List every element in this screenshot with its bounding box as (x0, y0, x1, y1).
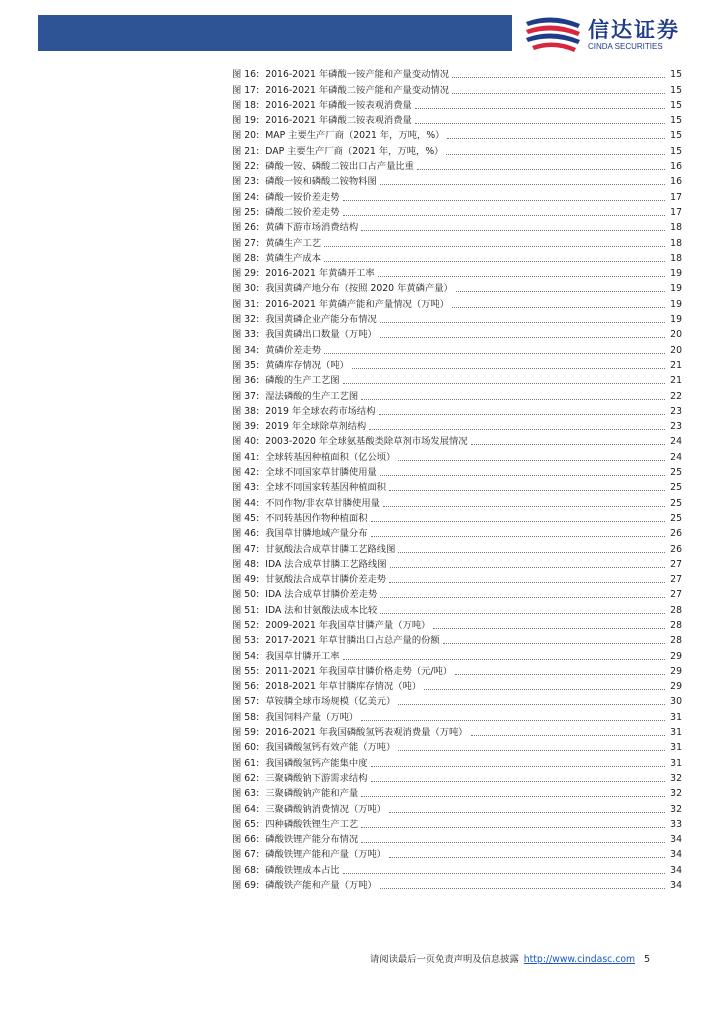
toc-entry[interactable] (232, 525, 682, 540)
toc-entry-title: 不同作物/非农草甘膦使用量 (265, 497, 380, 509)
toc-entry-number: 图 52: (232, 619, 260, 631)
toc-entry-number: 图 18: (232, 99, 260, 111)
toc-entry[interactable] (232, 739, 682, 754)
toc-entry-number: 图 30: (232, 283, 260, 295)
toc-dot-leader (433, 628, 665, 629)
toc-entry-title: 2016-2021 年磷酸二铵表观消费量 (265, 115, 412, 127)
toc-dot-leader (371, 521, 666, 522)
toc-dot-leader (383, 506, 665, 507)
toc-entry-page: 18 (670, 222, 682, 234)
toc-entry-page: 19 (670, 268, 682, 280)
toc-entry-number: 图 27: (232, 237, 260, 249)
toc-dot-leader (361, 720, 665, 721)
toc-entry-page: 28 (670, 635, 682, 647)
toc-dot-leader (379, 414, 665, 415)
toc-dot-leader (389, 490, 665, 491)
toc-entry[interactable] (232, 142, 682, 157)
toc-entry-page: 25 (670, 512, 682, 524)
toc-dot-leader (447, 138, 665, 139)
toc-entry[interactable] (232, 127, 682, 142)
toc-entry-number: 图 62: (232, 772, 260, 784)
toc-entry-number: 图 19: (232, 115, 260, 127)
toc-entry[interactable] (232, 280, 682, 295)
toc-entry[interactable] (232, 173, 682, 188)
toc-entry[interactable] (232, 204, 682, 219)
toc-entry[interactable] (232, 188, 682, 203)
toc-dot-leader (380, 337, 665, 338)
toc-entry-page: 25 (670, 482, 682, 494)
toc-dot-leader (456, 291, 665, 292)
toc-entry-page: 19 (670, 298, 682, 310)
toc-entry-page: 20 (670, 344, 682, 356)
toc-dot-leader (452, 93, 665, 94)
toc-entry-title: 磷酸的生产工艺图 (265, 375, 340, 387)
toc-dot-leader (371, 781, 666, 782)
toc-entry[interactable] (232, 81, 682, 96)
toc-entry-number: 图 65: (232, 818, 260, 830)
toc-dot-leader (324, 353, 665, 354)
toc-entry-page: 16 (670, 176, 682, 188)
toc-entry-number: 图 46: (232, 528, 260, 540)
toc-dot-leader (446, 154, 665, 155)
toc-entry-page: 28 (670, 604, 682, 616)
toc-entry-page: 19 (670, 283, 682, 295)
toc-entry-page: 17 (670, 206, 682, 218)
toc-entry[interactable] (232, 724, 682, 739)
toc-entry[interactable] (232, 816, 682, 831)
toc-entry[interactable] (232, 448, 682, 463)
toc-dot-leader (424, 689, 665, 690)
toc-dot-leader (352, 368, 665, 369)
toc-entry-page: 15 (670, 84, 682, 96)
toc-entry-number: 图 59: (232, 727, 260, 739)
toc-entry-number: 图 64: (232, 803, 260, 815)
toc-entry-page: 27 (670, 558, 682, 570)
toc-entry-number: 图 61: (232, 757, 260, 769)
toc-dot-leader (324, 246, 665, 247)
toc-dot-leader (455, 674, 665, 675)
toc-entry-number: 图 53: (232, 635, 260, 647)
toc-entry-page: 23 (670, 421, 682, 433)
toc-entry-number: 图 68: (232, 864, 260, 876)
toc-entry[interactable] (232, 234, 682, 249)
toc-entry[interactable] (232, 494, 682, 509)
toc-entry-title: 黄磷生产成本 (265, 252, 322, 264)
toc-entry[interactable] (232, 341, 682, 356)
toc-entry-page: 16 (670, 161, 682, 173)
logo-name-cn: 信达证券 (588, 18, 680, 42)
toc-entry-page: 21 (670, 359, 682, 371)
page-number: 5 (644, 954, 650, 965)
toc-entry-title: 2016-2021 年磷酸二铵产能和产量变动情况 (265, 84, 450, 96)
toc-entry[interactable] (232, 97, 682, 112)
toc-dot-leader (361, 842, 665, 843)
toc-entry-number: 图 35: (232, 359, 260, 371)
toc-entry-title: 湿法磷酸的生产工艺图 (265, 390, 359, 402)
toc-entry-number: 图 23: (232, 176, 260, 188)
toc-dot-leader (452, 307, 665, 308)
toc-entry-title: 2011-2021 年我国草甘膦价格走势（元/吨） (265, 665, 453, 677)
toc-entry-number: 图 56: (232, 681, 260, 693)
toc-entry-number: 图 41: (232, 451, 260, 463)
toc-entry-page: 15 (670, 69, 682, 81)
toc-entry[interactable] (232, 112, 682, 127)
toc-entry[interactable] (232, 403, 682, 418)
toc-dot-leader (398, 750, 665, 751)
toc-entry-page: 28 (670, 619, 682, 631)
toc-entry-title: MAP 主要生产厂商（2021 年，万吨，%） (265, 130, 445, 142)
toc-entry-number: 图 29: (232, 268, 260, 280)
toc-dot-leader (389, 857, 665, 858)
toc-entry[interactable] (232, 219, 682, 234)
toc-entry-page: 15 (670, 145, 682, 157)
toc-entry-number: 图 32: (232, 314, 260, 326)
toc-entry-number: 图 21: (232, 145, 260, 157)
toc-entry-title: 2019 年全球除草剂结构 (265, 421, 367, 433)
toc-entry-title: 2016-2021 年黄磷开工率 (265, 268, 375, 280)
toc-entry[interactable] (232, 510, 682, 525)
toc-entry-page: 26 (670, 543, 682, 555)
toc-entry-page: 20 (670, 329, 682, 341)
toc-entry-number: 图 57: (232, 696, 260, 708)
toc-dot-leader (361, 796, 665, 797)
toc-entry-number: 图 40: (232, 436, 260, 448)
toc-entry-page: 27 (670, 589, 682, 601)
toc-entry-page: 15 (670, 115, 682, 127)
toc-entry[interactable] (232, 479, 682, 494)
toc-entry-title: 磷酸二铵价差走势 (265, 206, 340, 218)
toc-entry-page: 21 (670, 375, 682, 387)
toc-entry-page: 29 (670, 665, 682, 677)
toc-entry-page: 30 (670, 696, 682, 708)
toc-entry[interactable] (232, 754, 682, 769)
toc-entry-page: 15 (670, 130, 682, 142)
company-logo (522, 12, 702, 56)
footer-disclaimer: 请阅读最后一页免责声明及信息披露 (370, 954, 519, 965)
toc-entry[interactable] (232, 708, 682, 723)
toc-entry-page: 31 (670, 711, 682, 723)
toc-entry-title: 我国黄磷企业产能分布情况 (265, 314, 377, 326)
toc-entry-title: 2009-2021 年我国草甘膦产量（万吨） (265, 619, 431, 631)
toc-entry-title: 我国饲料产量（万吨） (265, 711, 359, 723)
toc-entry-page: 32 (670, 803, 682, 815)
toc-entry-number: 图 67: (232, 849, 260, 861)
toc-entry-number: 图 22: (232, 161, 260, 173)
toc-entry-title: 2018-2021 年草甘膦库存情况（吨） (265, 681, 422, 693)
toc-entry-number: 图 55: (232, 665, 260, 677)
toc-entry-number: 图 66: (232, 834, 260, 846)
toc-entry-title: 2016-2021 年我国磷酸氢钙表观消费量（万吨） (265, 727, 468, 739)
toc-entry[interactable] (232, 158, 682, 173)
toc-entry-number: 图 33: (232, 329, 260, 341)
toc-entry-page: 32 (670, 772, 682, 784)
toc-entry-page: 23 (670, 405, 682, 417)
toc-dot-leader (343, 200, 665, 201)
page-footer (370, 951, 650, 965)
toc-entry[interactable] (232, 571, 682, 586)
toc-entry-title: 三聚磷酸钠下游需求结构 (265, 772, 368, 784)
toc-entry-title: 黄磷下游市场消费结构 (265, 222, 359, 234)
toc-entry-number: 图 25: (232, 206, 260, 218)
toc-entry-title: IDA 法合成草甘膦价差走势 (265, 589, 378, 601)
toc-entry-title: 我国草甘膦开工率 (265, 650, 340, 662)
toc-entry[interactable] (232, 250, 682, 265)
toc-entry-number: 图 63: (232, 788, 260, 800)
toc-entry-page: 17 (670, 191, 682, 203)
toc-entry-page: 34 (670, 864, 682, 876)
toc-entry-page: 34 (670, 880, 682, 892)
toc-entry-page: 18 (670, 252, 682, 264)
toc-entry-title: IDA 法合成草甘膦工艺路线图 (265, 558, 387, 570)
toc-entry-page: 19 (670, 314, 682, 326)
toc-entry-page: 34 (670, 834, 682, 846)
toc-entry-title: 磷酸一铵和磷酸二铵物料图 (265, 176, 377, 188)
toc-entry-title: 黄磷生产工艺 (265, 237, 322, 249)
toc-entry-title: 磷酸铁锂产能分布情况 (265, 834, 359, 846)
toc-entry[interactable] (232, 678, 682, 693)
toc-entry-number: 图 24: (232, 191, 260, 203)
toc-dot-leader (343, 873, 665, 874)
figure-index-list (232, 66, 682, 892)
toc-entry-page: 15 (670, 99, 682, 111)
toc-dot-leader (389, 582, 665, 583)
toc-entry[interactable] (232, 586, 682, 601)
toc-dot-leader (371, 766, 666, 767)
toc-dot-leader (343, 659, 665, 660)
toc-entry-number: 图 49: (232, 574, 260, 586)
toc-dot-leader (380, 597, 665, 598)
toc-dot-leader (343, 215, 665, 216)
toc-entry[interactable] (232, 800, 682, 815)
toc-entry-page: 29 (670, 681, 682, 693)
toc-dot-leader (361, 827, 665, 828)
toc-dot-leader (380, 888, 665, 889)
toc-entry-number: 图 44: (232, 497, 260, 509)
toc-entry-number: 图 58: (232, 711, 260, 723)
toc-entry-number: 图 37: (232, 390, 260, 402)
toc-entry-page: 29 (670, 650, 682, 662)
toc-dot-leader (415, 108, 665, 109)
toc-entry-number: 图 26: (232, 222, 260, 234)
toc-entry-number: 图 54: (232, 650, 260, 662)
toc-entry-number: 图 20: (232, 130, 260, 142)
toc-entry-number: 图 36: (232, 375, 260, 387)
toc-dot-leader (471, 444, 665, 445)
toc-entry[interactable] (232, 418, 682, 433)
toc-entry-number: 图 45: (232, 512, 260, 524)
toc-entry[interactable] (232, 632, 682, 647)
toc-entry[interactable] (232, 540, 682, 555)
toc-entry[interactable] (232, 617, 682, 632)
toc-entry-page: 25 (670, 497, 682, 509)
toc-entry[interactable] (232, 556, 682, 571)
toc-dot-leader (390, 567, 665, 568)
toc-entry-title: 我国黄磷产地分布（按照 2020 年黄磷产量） (265, 283, 453, 295)
cinda-logo-icon (522, 12, 586, 56)
toc-entry-number: 图 16: (232, 69, 260, 81)
toc-entry-title: 磷酸铁锂成本占比 (265, 864, 340, 876)
toc-entry[interactable] (232, 265, 682, 280)
toc-entry-page: 32 (670, 788, 682, 800)
toc-dot-leader (417, 169, 665, 170)
toc-entry-title: 我国草甘膦地域产量分布 (265, 528, 368, 540)
toc-entry-title: 2017-2021 年草甘膦出口占总产量的份额 (265, 635, 440, 647)
toc-entry-page: 27 (670, 574, 682, 586)
toc-entry-number: 图 48: (232, 558, 260, 570)
toc-entry[interactable] (232, 387, 682, 402)
toc-entry-title: 磷酸铁锂产能和产量（万吨） (265, 849, 387, 861)
toc-entry-title: 三聚磷酸钠消费情况（万吨） (265, 803, 387, 815)
toc-entry-title: 草铵膦全球市场规模（亿美元） (265, 696, 396, 708)
toc-entry-title: 甘氨酸法合成草甘膦工艺路线图 (265, 543, 396, 555)
toc-entry[interactable] (232, 464, 682, 479)
toc-entry-title: IDA 法和甘氨酸法成本比较 (265, 604, 378, 616)
toc-entry-title: 2019 年全球农药市场结构 (265, 405, 376, 417)
toc-dot-leader (398, 460, 665, 461)
toc-entry[interactable] (232, 601, 682, 616)
toc-dot-leader (443, 643, 665, 644)
toc-entry[interactable] (232, 295, 682, 310)
logo-name-en: CINDA SECURITIES (588, 42, 663, 51)
toc-entry-title: 2016-2021 年磷酸一铵产能和产量变动情况 (265, 69, 450, 81)
toc-entry[interactable] (232, 372, 682, 387)
toc-entry[interactable] (232, 770, 682, 785)
toc-entry-page: 34 (670, 849, 682, 861)
toc-entry-title: 磷酸一铵、磷酸二铵出口占产量比重 (265, 161, 414, 173)
toc-dot-leader (398, 704, 665, 705)
toc-entry[interactable] (232, 66, 682, 81)
footer-website-link[interactable]: http://www.cindasc.com (523, 954, 636, 965)
header-bar (38, 15, 512, 51)
toc-entry[interactable] (232, 311, 682, 326)
toc-entry-title: 三聚磷酸钠产能和产量 (265, 788, 359, 800)
toc-entry-title: 2003-2020 年全球氨基酸类除草剂市场发展情况 (265, 436, 468, 448)
toc-entry-title: 磷酸铁产能和产量（万吨） (265, 880, 377, 892)
toc-entry-page: 24 (670, 451, 682, 463)
toc-entry-page: 33 (670, 818, 682, 830)
toc-entry[interactable] (232, 877, 682, 892)
toc-entry-title: 全球不同国家转基因种植面积 (265, 482, 387, 494)
toc-entry-title: DAP 主要生产厂商（2021 年，万吨，%） (265, 145, 444, 157)
toc-entry-page: 31 (670, 742, 682, 754)
toc-entry-title: 我国磷酸氢钙有效产能（万吨） (265, 742, 396, 754)
toc-entry-number: 图 34: (232, 344, 260, 356)
toc-entry-number: 图 47: (232, 543, 260, 555)
toc-entry-title: 黄磷价差走势 (265, 344, 322, 356)
toc-entry-number: 图 43: (232, 482, 260, 494)
toc-entry-page: 18 (670, 237, 682, 249)
toc-entry-number: 图 38: (232, 405, 260, 417)
toc-entry-title: 四种磷酸铁锂生产工艺 (265, 818, 359, 830)
toc-entry[interactable] (232, 326, 682, 341)
toc-entry-title: 甘氨酸法合成草甘膦价差走势 (265, 574, 387, 586)
toc-entry-page: 25 (670, 467, 682, 479)
toc-entry-page: 22 (670, 390, 682, 402)
toc-entry-page: 24 (670, 436, 682, 448)
toc-dot-leader (415, 123, 665, 124)
toc-entry-number: 图 51: (232, 604, 260, 616)
toc-entry-number: 图 28: (232, 252, 260, 264)
toc-entry-page: 26 (670, 528, 682, 540)
toc-entry[interactable] (232, 831, 682, 846)
toc-entry-title: 全球转基因种植面积（亿公顷） (265, 451, 396, 463)
toc-entry[interactable] (232, 693, 682, 708)
toc-dot-leader (371, 536, 666, 537)
toc-dot-leader (324, 261, 665, 262)
toc-entry-title: 2016-2021 年磷酸一铵表观消费量 (265, 99, 412, 111)
toc-dot-leader (343, 383, 665, 384)
toc-entry-title: 我国磷酸氢钙产能集中度 (265, 757, 368, 769)
toc-dot-leader (380, 322, 665, 323)
toc-dot-leader (380, 613, 665, 614)
toc-entry-number: 图 31: (232, 298, 260, 310)
toc-dot-leader (471, 735, 665, 736)
toc-entry[interactable] (232, 663, 682, 678)
toc-dot-leader (378, 276, 665, 277)
toc-dot-leader (389, 812, 665, 813)
toc-entry[interactable] (232, 785, 682, 800)
toc-entry[interactable] (232, 861, 682, 876)
toc-entry-number: 图 50: (232, 589, 260, 601)
toc-dot-leader (452, 77, 665, 78)
toc-entry[interactable] (232, 647, 682, 662)
toc-entry-title: 不同转基因作物种植面积 (265, 512, 368, 524)
toc-entry[interactable] (232, 433, 682, 448)
toc-entry-title: 磷酸一铵价差走势 (265, 191, 340, 203)
toc-entry-title: 黄磷库存情况（吨） (265, 359, 349, 371)
toc-dot-leader (369, 429, 665, 430)
toc-entry-number: 图 17: (232, 84, 260, 96)
toc-entry-title: 我国黄磷出口数量（万吨） (265, 329, 377, 341)
toc-entry-number: 图 39: (232, 421, 260, 433)
toc-entry-title: 2016-2021 年黄磷产能和产量情况（万吨） (265, 298, 450, 310)
toc-entry-page: 31 (670, 757, 682, 769)
toc-entry[interactable] (232, 846, 682, 861)
toc-dot-leader (380, 475, 665, 476)
toc-entry-number: 图 69: (232, 880, 260, 892)
toc-dot-leader (398, 552, 665, 553)
toc-entry-number: 图 60: (232, 742, 260, 754)
toc-entry-title: 全球不同国家草甘膦使用量 (265, 467, 377, 479)
toc-entry-page: 31 (670, 727, 682, 739)
toc-entry[interactable] (232, 357, 682, 372)
toc-dot-leader (380, 184, 665, 185)
toc-entry-number: 图 42: (232, 467, 260, 479)
toc-dot-leader (361, 399, 665, 400)
toc-dot-leader (361, 230, 665, 231)
